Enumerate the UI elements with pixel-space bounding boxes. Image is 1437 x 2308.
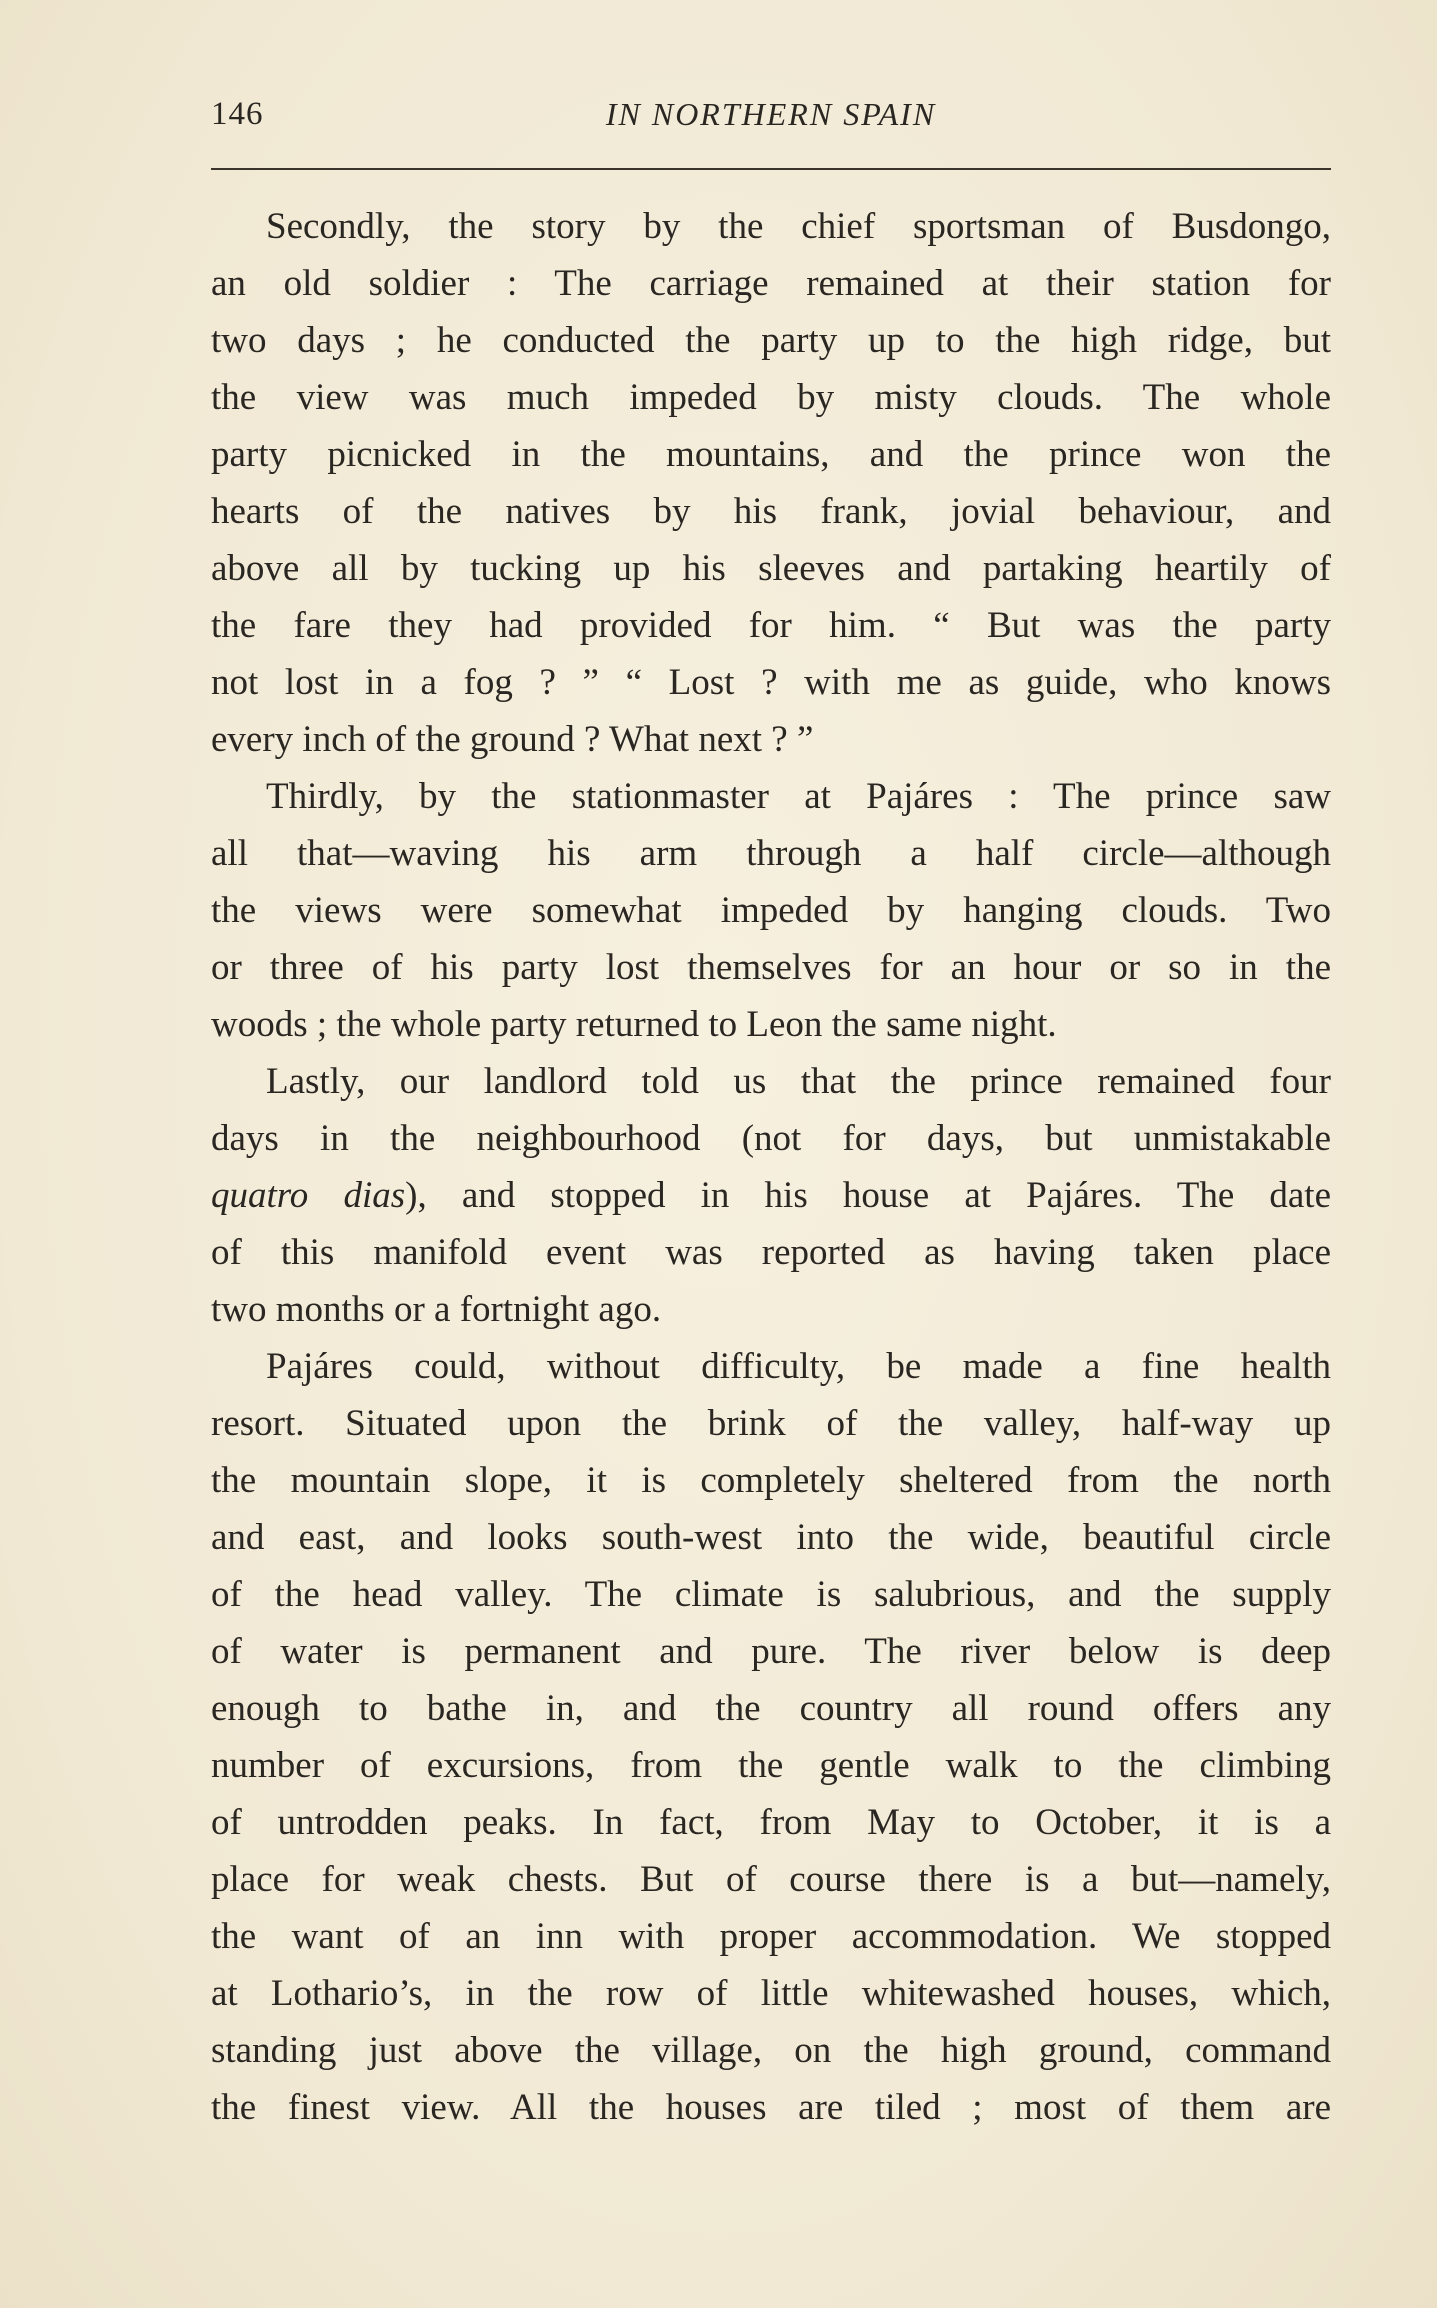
text-line-with-italic: [211, 1167, 1331, 1224]
text-line: standing just above the village, on the high ground, command: [211, 2030, 1331, 2071]
text-line: of water is permanent and pure. The river below is deep: [211, 1631, 1331, 1672]
text-line: days in the neighbourhood (not for days, but unmistakable: [211, 1118, 1331, 1159]
text-line: party picnicked in the mountains, and the prince won the: [211, 434, 1331, 475]
text-line: Secondly, the story by the chief sportsman of Busdongo,: [266, 206, 1331, 247]
text-line: Pajáres could, without difficulty, be made a fine health: [266, 1346, 1331, 1387]
text-line: not lost in a fog ? ” “ Lost ? with me as guide, who knows: [211, 662, 1331, 703]
text-line: every inch of the ground ? What next ? ”: [211, 719, 814, 760]
page-header: [211, 96, 1331, 140]
running-head: IN NORTHERN SPAIN: [605, 96, 937, 132]
text-line: the views were somewhat impeded by hanging clouds. Two: [211, 890, 1331, 931]
text-line: two days ; he conducted the party up to the high ridge, but: [211, 320, 1331, 361]
text-line: resort. Situated upon the brink of the valley, half-way up: [211, 1403, 1331, 1444]
text-line: the view was much impeded by misty clouds. The whole: [211, 377, 1331, 418]
text-line: the mountain slope, it is completely sheltered from the north: [211, 1460, 1331, 1501]
text-line: and east, and looks south-west into the wide, beautiful circle: [211, 1517, 1331, 1558]
text-fragment: ), and stopped in his house at Pajáres. The date: [405, 1175, 1331, 1216]
text-line: hearts of the natives by his frank, jovial behaviour, and: [211, 491, 1331, 532]
text-line: or three of his party lost themselves for an hour or so in the: [211, 947, 1331, 988]
text-line: above all by tucking up his sleeves and partaking heartily of: [211, 548, 1331, 589]
text-line: an old soldier : The carriage remained at their station for: [211, 263, 1331, 304]
text-line: woods ; the whole party returned to Leon the same night.: [211, 1004, 1057, 1045]
text-line: of this manifold event was reported as having taken place: [211, 1232, 1331, 1273]
text-line: the fare they had provided for him. “ But was the party: [211, 605, 1331, 646]
text-line: place for weak chests. But of course there is a but—namely,: [211, 1859, 1331, 1900]
text-line: at Lothario’s, in the row of little whitewashed houses, which,: [211, 1973, 1331, 2014]
text-line: of untrodden peaks. In fact, from May to October, it is a: [211, 1802, 1331, 1843]
text-line: the want of an inn with proper accommodation. We stopped: [211, 1916, 1331, 1957]
header-rule: [211, 168, 1331, 170]
text-line: Lastly, our landlord told us that the prince remained four: [266, 1061, 1331, 1102]
text-line: enough to bathe in, and the country all round offers any: [211, 1688, 1331, 1729]
text-line: two months or a fortnight ago.: [211, 1289, 662, 1330]
text-line: number of excursions, from the gentle walk to the climbing: [211, 1745, 1331, 1786]
page-number: 146: [211, 96, 264, 132]
text-line: all that—waving his arm through a half circle—although: [211, 833, 1331, 874]
body-text: [211, 198, 1331, 2136]
text-line: Thirdly, by the stationmaster at Pajáres : The prince saw: [266, 776, 1331, 817]
text-line: of the head valley. The climate is salubrious, and the supply: [211, 1574, 1331, 1615]
text-line: the finest view. All the houses are tiled ; most of them are: [211, 2087, 1331, 2128]
italic-phrase: quatro dias: [211, 1175, 406, 1216]
